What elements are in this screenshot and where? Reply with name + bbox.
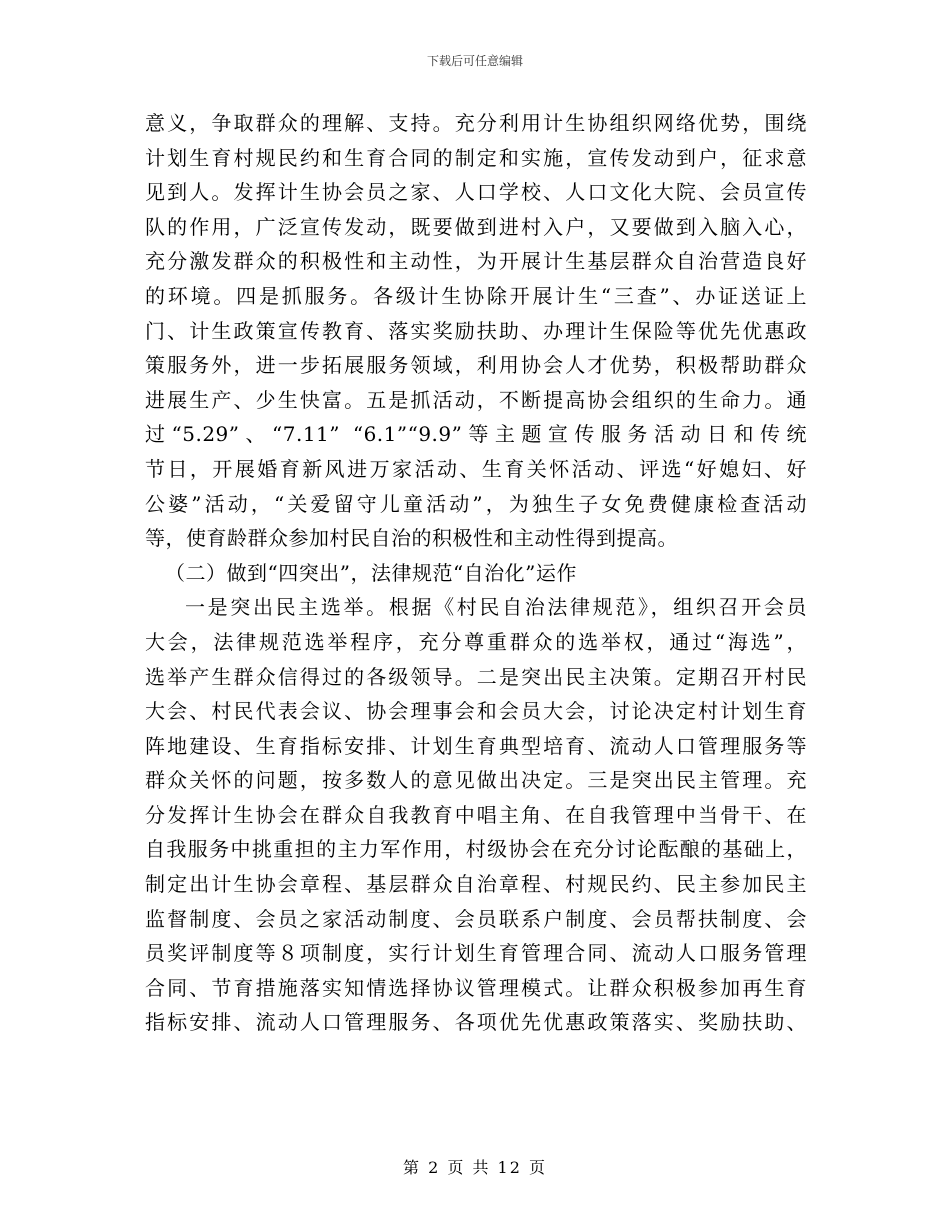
text-line: 门、计生政策宣传教育、落实奖励扶助、办理计生保险等优先优惠政 [145,318,807,343]
text-line: 选举产生群众信得过的各级领导。二是突出民主决策。定期召开村民 [145,664,807,689]
text-line: 指标安排、流动人口管理服务、各项优先优惠政策落实、奖励扶助、 [145,1010,807,1035]
text-line: 公婆”活动，“关爱留守儿童活动”，为独生子女免费健康检查活动 [145,491,807,516]
text-line: 计划生育村规民约和生育合同的制定和实施，宣传发动到户，征求意 [145,145,807,170]
document-body [145,106,807,1040]
text-line: 见到人。发挥计生协会员之家、人口学校、人口文化大院、会员宣传 [145,180,807,205]
text-line: 策服务外，进一步拓展服务领域，利用协会人才优势，积极帮助群众 [145,353,807,378]
text-line: 节日，开展婚育新风进万家活动、生育关怀活动、评选“好媳妇、好 [145,456,807,481]
text-line: 进展生产、少生快富。五是抓活动，不断提高协会组织的生命力。通 [145,387,807,412]
text-line: 等，使育龄群众参加村民自治的积极性和主动性得到提高。 [145,526,678,551]
page-number: 第 2 页 共 12 页 [403,1158,547,1177]
text-line: 大会，法律规范选举程序，充分尊重群众的选举权，通过“海选”， [145,629,807,654]
text-line: 充分激发群众的积极性和主动性，为开展计生基层群众自治营造良好 [145,249,807,274]
text-line: 监督制度、会员之家活动制度、会员联系户制度、会员帮扶制度、会 [145,906,807,931]
text-line: 制定出计生协会章程、基层群众自治章程、村规民约、民主参加民主 [145,872,807,897]
text-line: 分发挥计生协会在群众自我教育中唱主角、在自我管理中当骨干、在 [145,802,807,827]
section-heading: （二）做到“四突出”，法律规范“自治化”运作 [165,560,577,585]
text-line: 合同、节育措施落实知情选择协议管理模式。让群众积极参加再生育 [145,975,807,1000]
text-line: 队的作用，广泛宣传发动，既要做到进村入户，又要做到入脑入心， [145,214,807,239]
text-line: 群众关怀的问题，按多数人的意见做出决定。三是突出民主管理。充 [145,768,807,793]
text-line: 员奖评制度等８项制度，实行计划生育管理合同、流动人口服务管理 [145,941,807,966]
text-line: 阵地建设、生育指标安排、计划生育典型培育、流动人口管理服务等 [145,733,807,758]
text-line: 意义，争取群众的理解、支持。充分利用计生协组织网络优势，围绕 [145,111,807,135]
text-line: 过“5.29”、“7.11” “6.1”“9.9”等主题宣传服务活动日和传统 [145,422,807,447]
text-line: 大会、村民代表会议、协会理事会和会员大会，讨论决定村计划生育 [145,699,807,724]
text-line: 一是突出民主选举。根据《村民自治法律规范》，组织召开会员 [185,595,807,620]
text-line: 的环境。四是抓服务。各级计生协除开展计生“三查”、办证送证上 [145,283,807,308]
header-note: 下载后可任意编辑 [426,54,523,68]
text-line: 自我服务中挑重担的主力军作用，村级协会在充分讨论酝酿的基础上， [145,837,807,862]
